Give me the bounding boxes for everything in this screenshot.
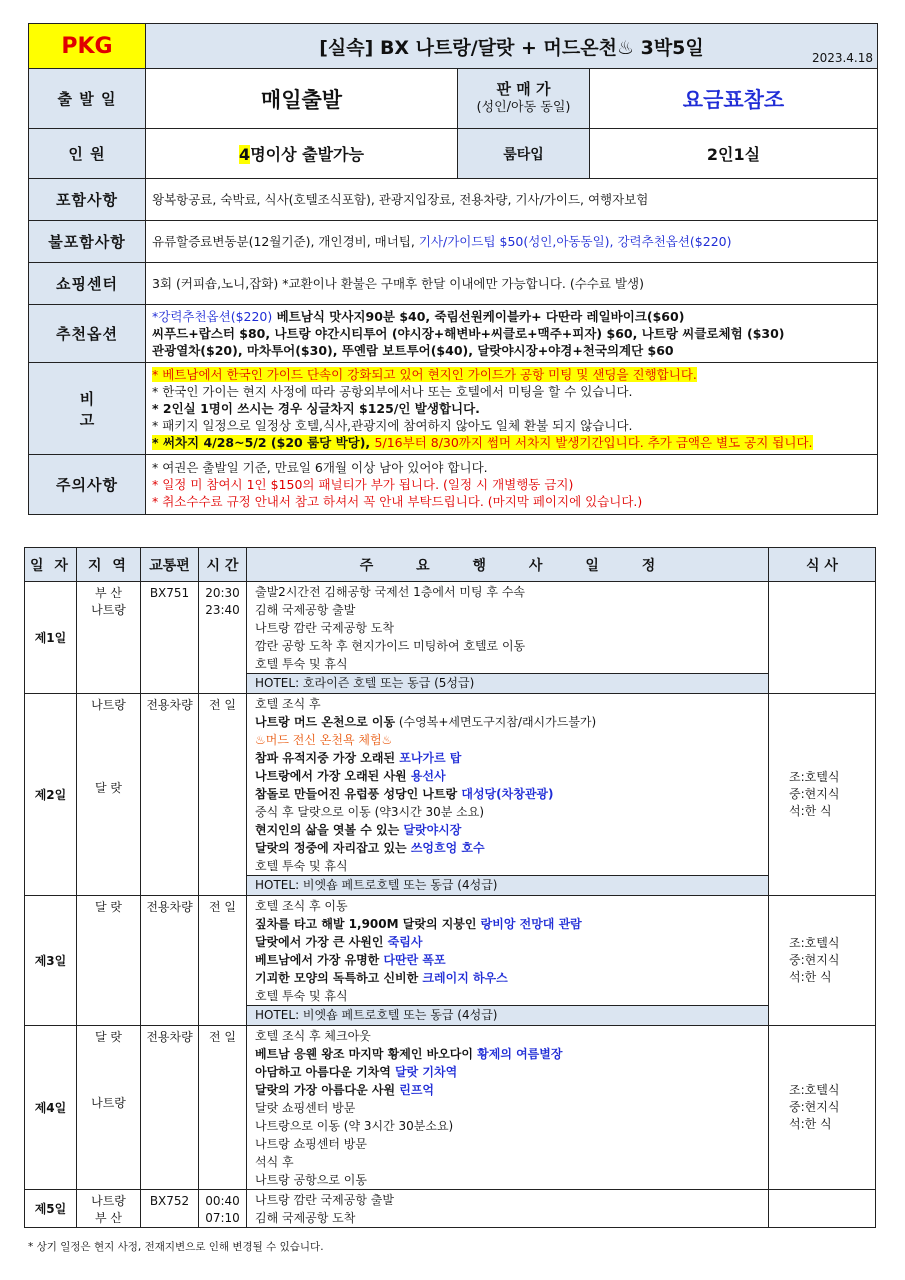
schedule-text: 호텔 투숙 및 휴식 — [255, 657, 348, 671]
schedule-line — [255, 1209, 760, 1227]
schedule-text: 호텔 투숙 및 휴식 — [255, 859, 348, 873]
schedule-cell — [247, 1190, 769, 1228]
transport-cell — [141, 694, 199, 896]
itinerary-row — [25, 896, 876, 1026]
transport-cell — [141, 582, 199, 694]
day-label: 제1일 — [25, 582, 77, 694]
schedule-text: 랑비앙 전망대 관람 — [480, 917, 582, 931]
caution-line-2: * 일정 미 참여시 1인 $150의 패널티가 부가 됩니다. (일정 시 개별행동 금지) — [152, 477, 574, 492]
schedule-text: 짚차를 타고 해발 1,900M 달랏의 지붕인 — [255, 917, 481, 931]
people-text: 명이상 출발가능 — [250, 145, 364, 164]
excluded-tips: 기사/가이드팁 $50(성인,아동동일), 강력추천옵션($220) — [418, 234, 732, 249]
col-header-schedule: 주 요 행 사 일 정 — [247, 548, 769, 582]
page-title — [146, 24, 878, 69]
schedule-line — [255, 749, 760, 767]
excluded-label: 불포함사항 — [29, 221, 146, 263]
region-name — [77, 1079, 140, 1096]
meal-cell — [769, 1026, 876, 1190]
meal-cell — [769, 1190, 876, 1228]
meal-cell — [769, 896, 876, 1026]
included-value: 왕복항공료, 숙박료, 식사(호텔조식포함), 관광지입장료, 전용차량, 기사/가이드, 여행자보험 — [146, 179, 878, 221]
schedule-lines — [247, 1026, 768, 1189]
day-label: 제2일 — [25, 694, 77, 896]
region-name — [77, 747, 140, 764]
region-name — [77, 714, 140, 731]
region-cell — [77, 1190, 141, 1228]
schedule-line — [255, 821, 760, 839]
region-name — [77, 1046, 140, 1063]
schedule-text: 용선사 — [410, 769, 446, 783]
schedule-text: 달랏 쇼핑센터 방문 — [255, 1101, 356, 1115]
meal-value: 석:한 식 — [789, 970, 832, 984]
included-label: 포함사항 — [29, 179, 146, 221]
note-line-4: * 패키지 일정으로 일정상 호텔,식사,관광지에 참여하지 않아도 일체 환불 되지 않습니다. — [152, 418, 633, 433]
hotel-info: HOTEL: 비엣숍 페트로호텔 또는 동급 (4성급) — [247, 1005, 768, 1025]
schedule-lines — [247, 896, 768, 1005]
schedule-line — [255, 785, 760, 803]
time-value: 23:40 — [205, 602, 240, 617]
schedule-text: 린프억 — [399, 1083, 435, 1097]
schedule-text: 죽림사 — [387, 935, 423, 949]
people-value — [146, 129, 458, 179]
title-text: [실속] BX 나트랑/달랏 + 머드온천♨ 3박5일 — [319, 36, 704, 59]
schedule-text: 기괴한 모양의 독특하고 신비한 — [255, 971, 423, 985]
transport-value: 전용차량 — [146, 698, 193, 712]
schedule-line — [255, 839, 760, 857]
caution-line-3: * 취소수수료 규정 안내서 참고 하셔서 꼭 안내 부탁드립니다. (마지막 페이지에 있습니다.) — [152, 494, 643, 509]
meal-value: 조:호텔식 — [789, 1083, 840, 1097]
region-name: 부 산 — [95, 586, 122, 600]
price-label-main: 판 매 가 — [496, 80, 551, 98]
schedule-text: 김해 국제공항 출발 — [255, 603, 356, 617]
schedule-text: 포나가르 탑 — [399, 751, 462, 765]
hotel-info: HOTEL: 호라이즌 호텔 또는 동급 (5성급) — [247, 673, 768, 693]
schedule-text: 나트랑에서 가장 오래된 사원 — [255, 769, 411, 783]
region-name: 부 산 — [95, 1210, 122, 1225]
schedule-line — [255, 619, 760, 637]
schedule-line — [255, 987, 760, 1005]
schedule-lines — [247, 1190, 768, 1227]
time-value: 전 일 — [209, 1030, 236, 1044]
meal-value: 석:한 식 — [789, 804, 832, 818]
schedule-line — [255, 951, 760, 969]
itinerary-row — [25, 582, 876, 694]
schedule-line — [255, 1063, 760, 1081]
options-line — [152, 308, 871, 325]
time-value: 전 일 — [209, 900, 236, 914]
schedule-line — [255, 601, 760, 619]
footnote: * 상기 일정은 현지 사정, 전재지변으로 인해 변경될 수 있습니다. — [28, 1241, 324, 1253]
schedule-line — [255, 803, 760, 821]
note-line-1 — [152, 366, 871, 383]
transport-value: BX751 — [149, 586, 190, 600]
schedule-line — [255, 1081, 760, 1099]
schedule-text: 나트랑 공항으로 이동 — [255, 1173, 367, 1187]
schedule-line — [255, 897, 760, 915]
schedule-text: 참돌로 만들어진 유럽풍 성당인 나트랑 — [255, 787, 462, 801]
schedule-text: 나트랑으로 이동 (약 3시간 30분소요) — [255, 1119, 454, 1133]
options-line-3: 관광열차($20), 마차투어($30), 뚜옌람 보트투어($40), 달랏야시장+야경+천국의계단 $60 — [152, 343, 674, 358]
itinerary-row — [25, 1190, 876, 1228]
depart-value: 매일출발 — [146, 69, 458, 129]
region-cell — [77, 896, 141, 1026]
region-name: 나트랑 — [91, 1194, 126, 1208]
schedule-line — [255, 583, 760, 601]
schedule-text: 쓰엉흐엉 호수 — [410, 841, 485, 855]
region-name — [77, 730, 140, 747]
region-name: 나트랑 — [91, 1096, 126, 1110]
meal-cell — [769, 582, 876, 694]
excluded-text: 유류할증료변동분(12월기준), 개인경비, 매너팁, — [152, 234, 419, 249]
schedule-line — [255, 857, 760, 875]
schedule-text: 호텔 조식 후 체크아웃 — [255, 1029, 371, 1043]
time-value: 20:30 — [205, 586, 240, 600]
col-header-time: 시 간 — [199, 548, 247, 582]
region-cell — [77, 694, 141, 896]
col-header-transport: 교통편 — [141, 548, 199, 582]
schedule-cell — [247, 582, 769, 694]
room-value: 2인1실 — [590, 129, 878, 179]
transport-cell — [141, 896, 199, 1026]
region-cell — [77, 582, 141, 694]
note-line-1-text: * 베트남에서 한국인 가이드 단속이 강화되고 있어 현지인 가이드가 공항 미팅 및 샌딩을 진행합니다. — [152, 367, 697, 382]
schedule-line — [255, 731, 760, 749]
itinerary-row — [25, 694, 876, 896]
region-name — [77, 1062, 140, 1079]
schedule-text: 나트랑 깜란 국제공항 도착 — [255, 621, 394, 635]
room-label: 룸타입 — [458, 129, 590, 179]
day-label: 제4일 — [25, 1026, 77, 1190]
people-label: 인 원 — [29, 129, 146, 179]
schedule-text: 크레이지 하우스 — [422, 971, 508, 985]
time-cell — [199, 694, 247, 896]
transport-cell — [141, 1026, 199, 1190]
package-info-table — [28, 23, 878, 515]
options-label: 추천옵션 — [29, 305, 146, 363]
schedule-line — [255, 1171, 760, 1189]
schedule-text: 베트남에서 가장 유명한 — [255, 953, 384, 967]
shopping-label: 쇼핑센터 — [29, 263, 146, 305]
itinerary-row — [25, 1026, 876, 1190]
schedule-line — [255, 1099, 760, 1117]
schedule-line — [255, 1191, 760, 1209]
region-cell — [77, 1026, 141, 1190]
notes-value — [146, 363, 878, 455]
day-label: 제5일 — [25, 1190, 77, 1228]
schedule-text: 나트랑 깜란 국제공항 출발 — [255, 1193, 394, 1207]
issue-date: 2023.4.18 — [811, 51, 874, 65]
shopping-value: 3회 (커피숍,노니,잡화) *교환이나 환불은 구매후 한달 이내에만 가능합니다. (수수료 발생) — [146, 263, 878, 305]
excluded-value — [146, 221, 878, 263]
schedule-text: 나트랑 머드 온천으로 이동 — [255, 715, 396, 729]
region-name: 달 랏 — [95, 900, 122, 914]
day-label: 제3일 — [25, 896, 77, 1026]
itinerary-body — [25, 582, 876, 1228]
schedule-text: 석식 후 — [255, 1155, 294, 1169]
schedule-lines — [247, 694, 768, 875]
caution-label: 주의사항 — [29, 455, 146, 515]
col-header-meal: 식 사 — [769, 548, 876, 582]
schedule-line — [255, 655, 760, 673]
schedule-line — [255, 1045, 760, 1063]
note-line-3: * 2인실 1명이 쓰시는 경우 싱글차지 $125/인 발생합니다. — [152, 401, 480, 416]
options-value — [146, 305, 878, 363]
schedule-line — [255, 1117, 760, 1135]
region-name: 나트랑 — [91, 602, 126, 617]
schedule-line — [255, 637, 760, 655]
meal-cell — [769, 694, 876, 896]
schedule-text: 다딴란 폭포 — [383, 953, 446, 967]
transport-value: BX752 — [149, 1194, 190, 1208]
schedule-line — [255, 933, 760, 951]
caution-line-1: * 여권은 출발일 기준, 만료일 6개월 이상 남아 있어야 합니다. — [152, 460, 488, 475]
price-value: 요금표참조 — [590, 69, 878, 129]
schedule-text: 현지인의 삶을 엿볼 수 있는 — [255, 823, 404, 837]
region-name — [77, 763, 140, 780]
options-line-2: 씨푸드+랍스터 $80, 나트랑 야간시티투어 (야시장+해변바+씨클로+맥주+피자) $60, 나트랑 씨클로체험 ($30) — [152, 326, 785, 341]
people-number: 4 — [239, 145, 251, 164]
meal-value: 조:호텔식 — [789, 936, 840, 950]
region-name: 달 랏 — [95, 780, 122, 795]
schedule-text: 아담하고 아름다운 기차역 — [255, 1065, 396, 1079]
transport-value: 전용차량 — [146, 900, 193, 914]
schedule-text: 김해 국제공항 도착 — [255, 1211, 356, 1225]
schedule-line — [255, 969, 760, 987]
schedule-cell — [247, 1026, 769, 1190]
schedule-text: 달랏의 정중에 자리잡고 있는 — [255, 841, 411, 855]
time-cell — [199, 896, 247, 1026]
note-line-2: * 한국인 가이는 현지 사정에 따라 공항외부에서나 또는 호텔에서 미팅을 할 수 있습니다. — [152, 384, 633, 399]
schedule-line — [255, 695, 760, 713]
schedule-text: 호텔 조식 후 — [255, 697, 321, 711]
schedule-text: 달랏의 가장 아름다운 사원 — [255, 1083, 400, 1097]
note-line-5-text: * 써차지 4/28~5/2 ($20 룸당 박당), — [152, 435, 375, 450]
itinerary-table — [24, 547, 876, 1228]
schedule-text: 황제의 여름별장 — [477, 1047, 563, 1061]
schedule-line — [255, 915, 760, 933]
notes-label: 비 고 — [29, 363, 146, 455]
schedule-text: 베트남 응웬 왕조 마지막 황제인 바오다이 — [255, 1047, 478, 1061]
schedule-text: 달랏 기차역 — [395, 1065, 458, 1079]
schedule-text: (수영복+세면도구지참/래시가드불가) — [395, 715, 597, 729]
schedule-text: 참파 유적지중 가장 오래된 — [255, 751, 400, 765]
meal-value: 석:한 식 — [789, 1117, 832, 1131]
schedule-text: 나트랑 쇼핑센터 방문 — [255, 1137, 367, 1151]
depart-label: 출 발 일 — [29, 69, 146, 129]
time-value: 00:40 — [205, 1194, 240, 1208]
options-line-1: 베트남식 맛사지90분 $40, 죽림선원케이블카+ 다딴라 레일바이크($60) — [272, 309, 685, 324]
schedule-line — [255, 1135, 760, 1153]
time-value: 전 일 — [209, 698, 236, 712]
schedule-text: ♨머드 전신 온천욕 체험♨ — [255, 733, 393, 747]
region-name: 나트랑 — [91, 698, 126, 712]
schedule-line — [255, 713, 760, 731]
hotel-info: HOTEL: 비엣숍 페트로호텔 또는 동급 (4성급) — [247, 875, 768, 895]
schedule-text: 대성당(차창관광) — [461, 787, 554, 801]
schedule-text: 달랏야시장 — [403, 823, 462, 837]
region-name: 달 랏 — [95, 1030, 122, 1044]
meal-value: 조:호텔식 — [789, 770, 840, 784]
col-header-region: 지 역 — [77, 548, 141, 582]
schedule-text: 출발2시간전 김해공항 국제선 1층에서 미팅 후 수속 — [255, 585, 525, 599]
time-cell — [199, 1026, 247, 1190]
schedule-text: 중식 후 달랏으로 이동 (약3시간 30분 소요) — [255, 805, 485, 819]
note-line-5 — [152, 434, 871, 451]
transport-value: 전용차량 — [146, 1030, 193, 1044]
col-header-day: 일 자 — [25, 548, 77, 582]
schedule-text: 깜란 공항 도착 후 현지가이드 미팅하여 호텔로 이동 — [255, 639, 526, 653]
schedule-line — [255, 767, 760, 785]
meal-value: 중:현지식 — [789, 787, 840, 801]
time-cell — [199, 582, 247, 694]
price-label-sub: (성인/아동 동일) — [476, 100, 571, 115]
transport-cell — [141, 1190, 199, 1228]
schedule-lines — [247, 582, 768, 673]
caution-value — [146, 455, 878, 515]
time-cell — [199, 1190, 247, 1228]
price-label — [458, 69, 590, 129]
schedule-line — [255, 1153, 760, 1171]
schedule-line — [255, 1027, 760, 1045]
schedule-text: 호텔 조식 후 이동 — [255, 899, 348, 913]
time-value: 07:10 — [205, 1210, 240, 1225]
schedule-text: 달랏에서 가장 큰 사원인 — [255, 935, 388, 949]
meal-value: 중:현지식 — [789, 953, 840, 967]
pkg-badge: PKG — [29, 24, 146, 69]
schedule-text: 호텔 투숙 및 휴식 — [255, 989, 348, 1003]
options-highlight: *강력추천옵션($220) — [152, 309, 273, 324]
schedule-cell — [247, 896, 769, 1026]
note-line-5-red: 5/16부터 8/30까지 썸머 서차지 발생기간입니다. 추가 금액은 별도 공지 됩니다. — [374, 435, 813, 450]
meal-value: 중:현지식 — [789, 1100, 840, 1114]
schedule-cell — [247, 694, 769, 896]
